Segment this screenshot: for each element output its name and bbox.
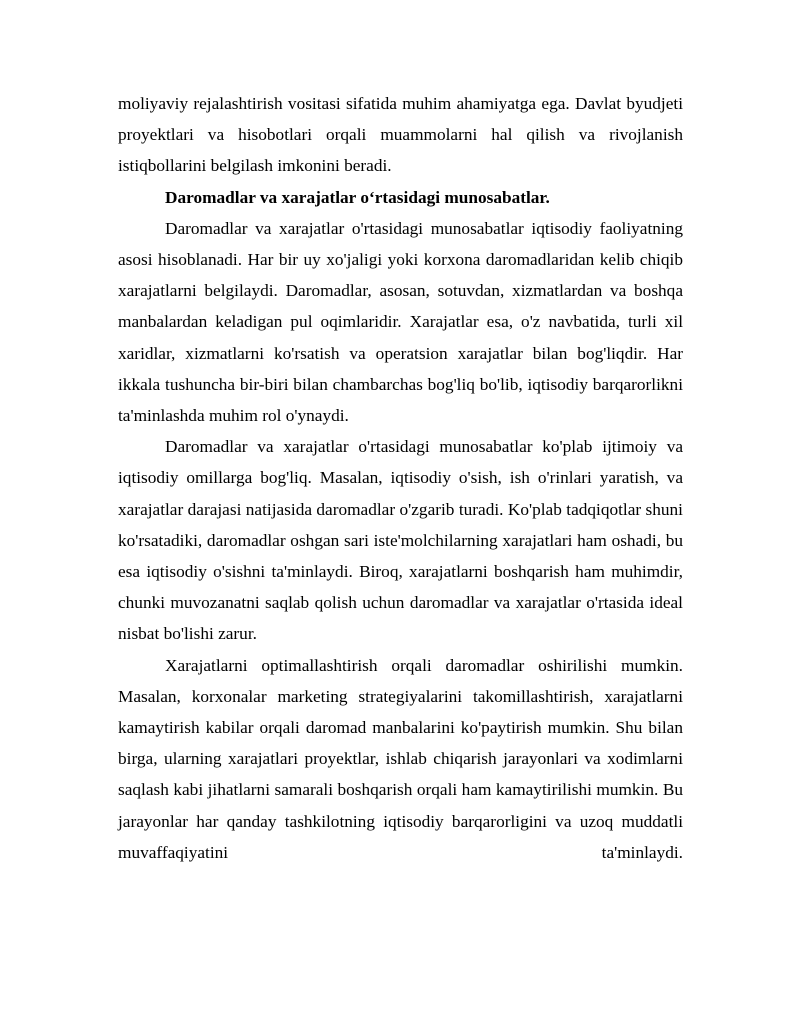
- paragraph: Xarajatlarni optimallashtirish orqali daromadlar oshirilishi mumkin. Masalan, korxonalar marketing strategiyalarini takomillashtirish, xarajatlarni kamaytirish kabilar orqali daromad manbalarini ko'paytirish mumkin. Shu bilan birga, ularning xarajatlari proyektlar, ishlab chiqarish jarayonlari va xodimlarni saqlash kabi jihatlarni samarali boshqarish orqali ham kamaytirilishi mumkin. Bu jarayonlar har qanday tashkilotning iqtisodiy barqarorligini va uzoq muddatli muvaffaqiyatini ta'minlaydi.: [118, 655, 683, 862]
- section-heading: Daromadlar va xarajatlar oʻrtasidagi munosabatlar.: [165, 187, 550, 207]
- paragraph: Daromadlar va xarajatlar o'rtasidagi munosabatlar ko'plab ijtimoiy va iqtisodiy omillarga bog'liq. Masalan, iqtisodiy o'sish, ish o'rinlari yaratish, va xarajatlar darajasi natijasida daromadlar o'zgarib turadi. Ko'plab tadqiqotlar shuni ko'rsatadiki, daromadlar oshgan sari iste'molchilarning xarajatlari ham oshadi, bu esa iqtisodiy o'sishni ta'minlaydi. Biroq, xarajatlarni boshqarish ham muhimdir, chunki muvozanatni saqlab qolish uchun daromadlar va xarajatlar o'rtasida ideal nisbat bo'lishi zarur.: [118, 437, 683, 644]
- paragraph-continuation: moliyaviy rejalashtirish vositasi sifatida muhim ahamiyatga ega. Davlat byudjeti proyektlari va hisobotlari orqali muammolarni hal qilish va rivojlanish istiqbollarini belgilash imkonini beradi.: [118, 94, 683, 176]
- document-page: [118, 88, 683, 868]
- paragraph: Daromadlar va xarajatlar o'rtasidagi munosabatlar iqtisodiy faoliyatning asosi hisoblanadi. Har bir uy xo'jaligi yoki korxona daromadlaridan kelib chiqib xarajatlarni belgilaydi. Daromadlar, asosan, sotuvdan, xizmatlardan va boshqa manbalardan keladigan pul oqimlaridir. Xarajatlar esa, o'z navbatida, turli xil xaridlar, xizmatlarni ko'rsatish va operatsion xarajatlar bilan bog'liqdir. Har ikkala tushuncha bir-biri bilan chambarchas bog'liq bo'lib, iqtisodiy barqarorlikni ta'minlashda muhim rol o'ynaydi.: [118, 218, 683, 426]
